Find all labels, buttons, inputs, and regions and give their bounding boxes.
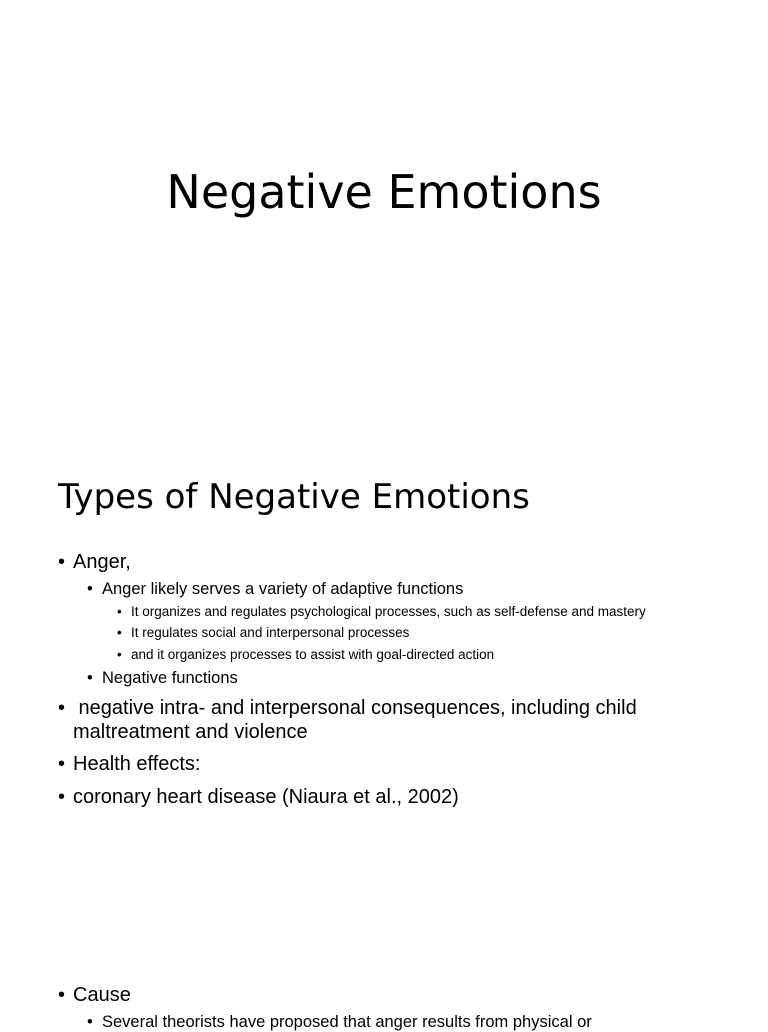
list-item: Health effects: bbox=[73, 753, 201, 775]
bullet-marker: • bbox=[87, 580, 93, 598]
section-heading: Types of Negative Emotions bbox=[58, 477, 530, 517]
bullet-marker: • bbox=[58, 984, 66, 1006]
list-item: Several theorists have proposed that anger results from physical or bbox=[102, 1013, 592, 1031]
bullet-marker: • bbox=[58, 753, 66, 775]
bullet-marker: • bbox=[117, 625, 122, 640]
bullet-marker: • bbox=[58, 697, 66, 719]
bullet-marker: • bbox=[87, 1013, 93, 1031]
bullet-marker: • bbox=[58, 786, 66, 808]
list-item: and it organizes processes to assist with goal-directed action bbox=[131, 647, 495, 662]
list-item: Anger likely serves a variety of adaptive functions bbox=[102, 580, 464, 598]
list-item: coronary heart disease (Niaura et al., 2002) bbox=[73, 786, 459, 808]
list-item: Anger, bbox=[73, 551, 131, 573]
bullet-marker: • bbox=[117, 647, 122, 662]
list-item: It organizes and regulates psychological processes, such as self-defense and mastery bbox=[131, 604, 646, 619]
list-item: negative intra- and interpersonal consequences, including child bbox=[73, 697, 637, 719]
list-item: Cause bbox=[73, 984, 131, 1006]
slide-title: Negative Emotions bbox=[166, 165, 602, 219]
list-item: Negative functions bbox=[102, 669, 238, 687]
bullet-marker: • bbox=[58, 551, 66, 573]
list-item: It regulates social and interpersonal processes bbox=[131, 625, 410, 640]
list-item-continuation: maltreatment and violence bbox=[73, 721, 308, 743]
bullet-marker: • bbox=[117, 604, 122, 619]
bullet-marker: • bbox=[87, 669, 93, 687]
